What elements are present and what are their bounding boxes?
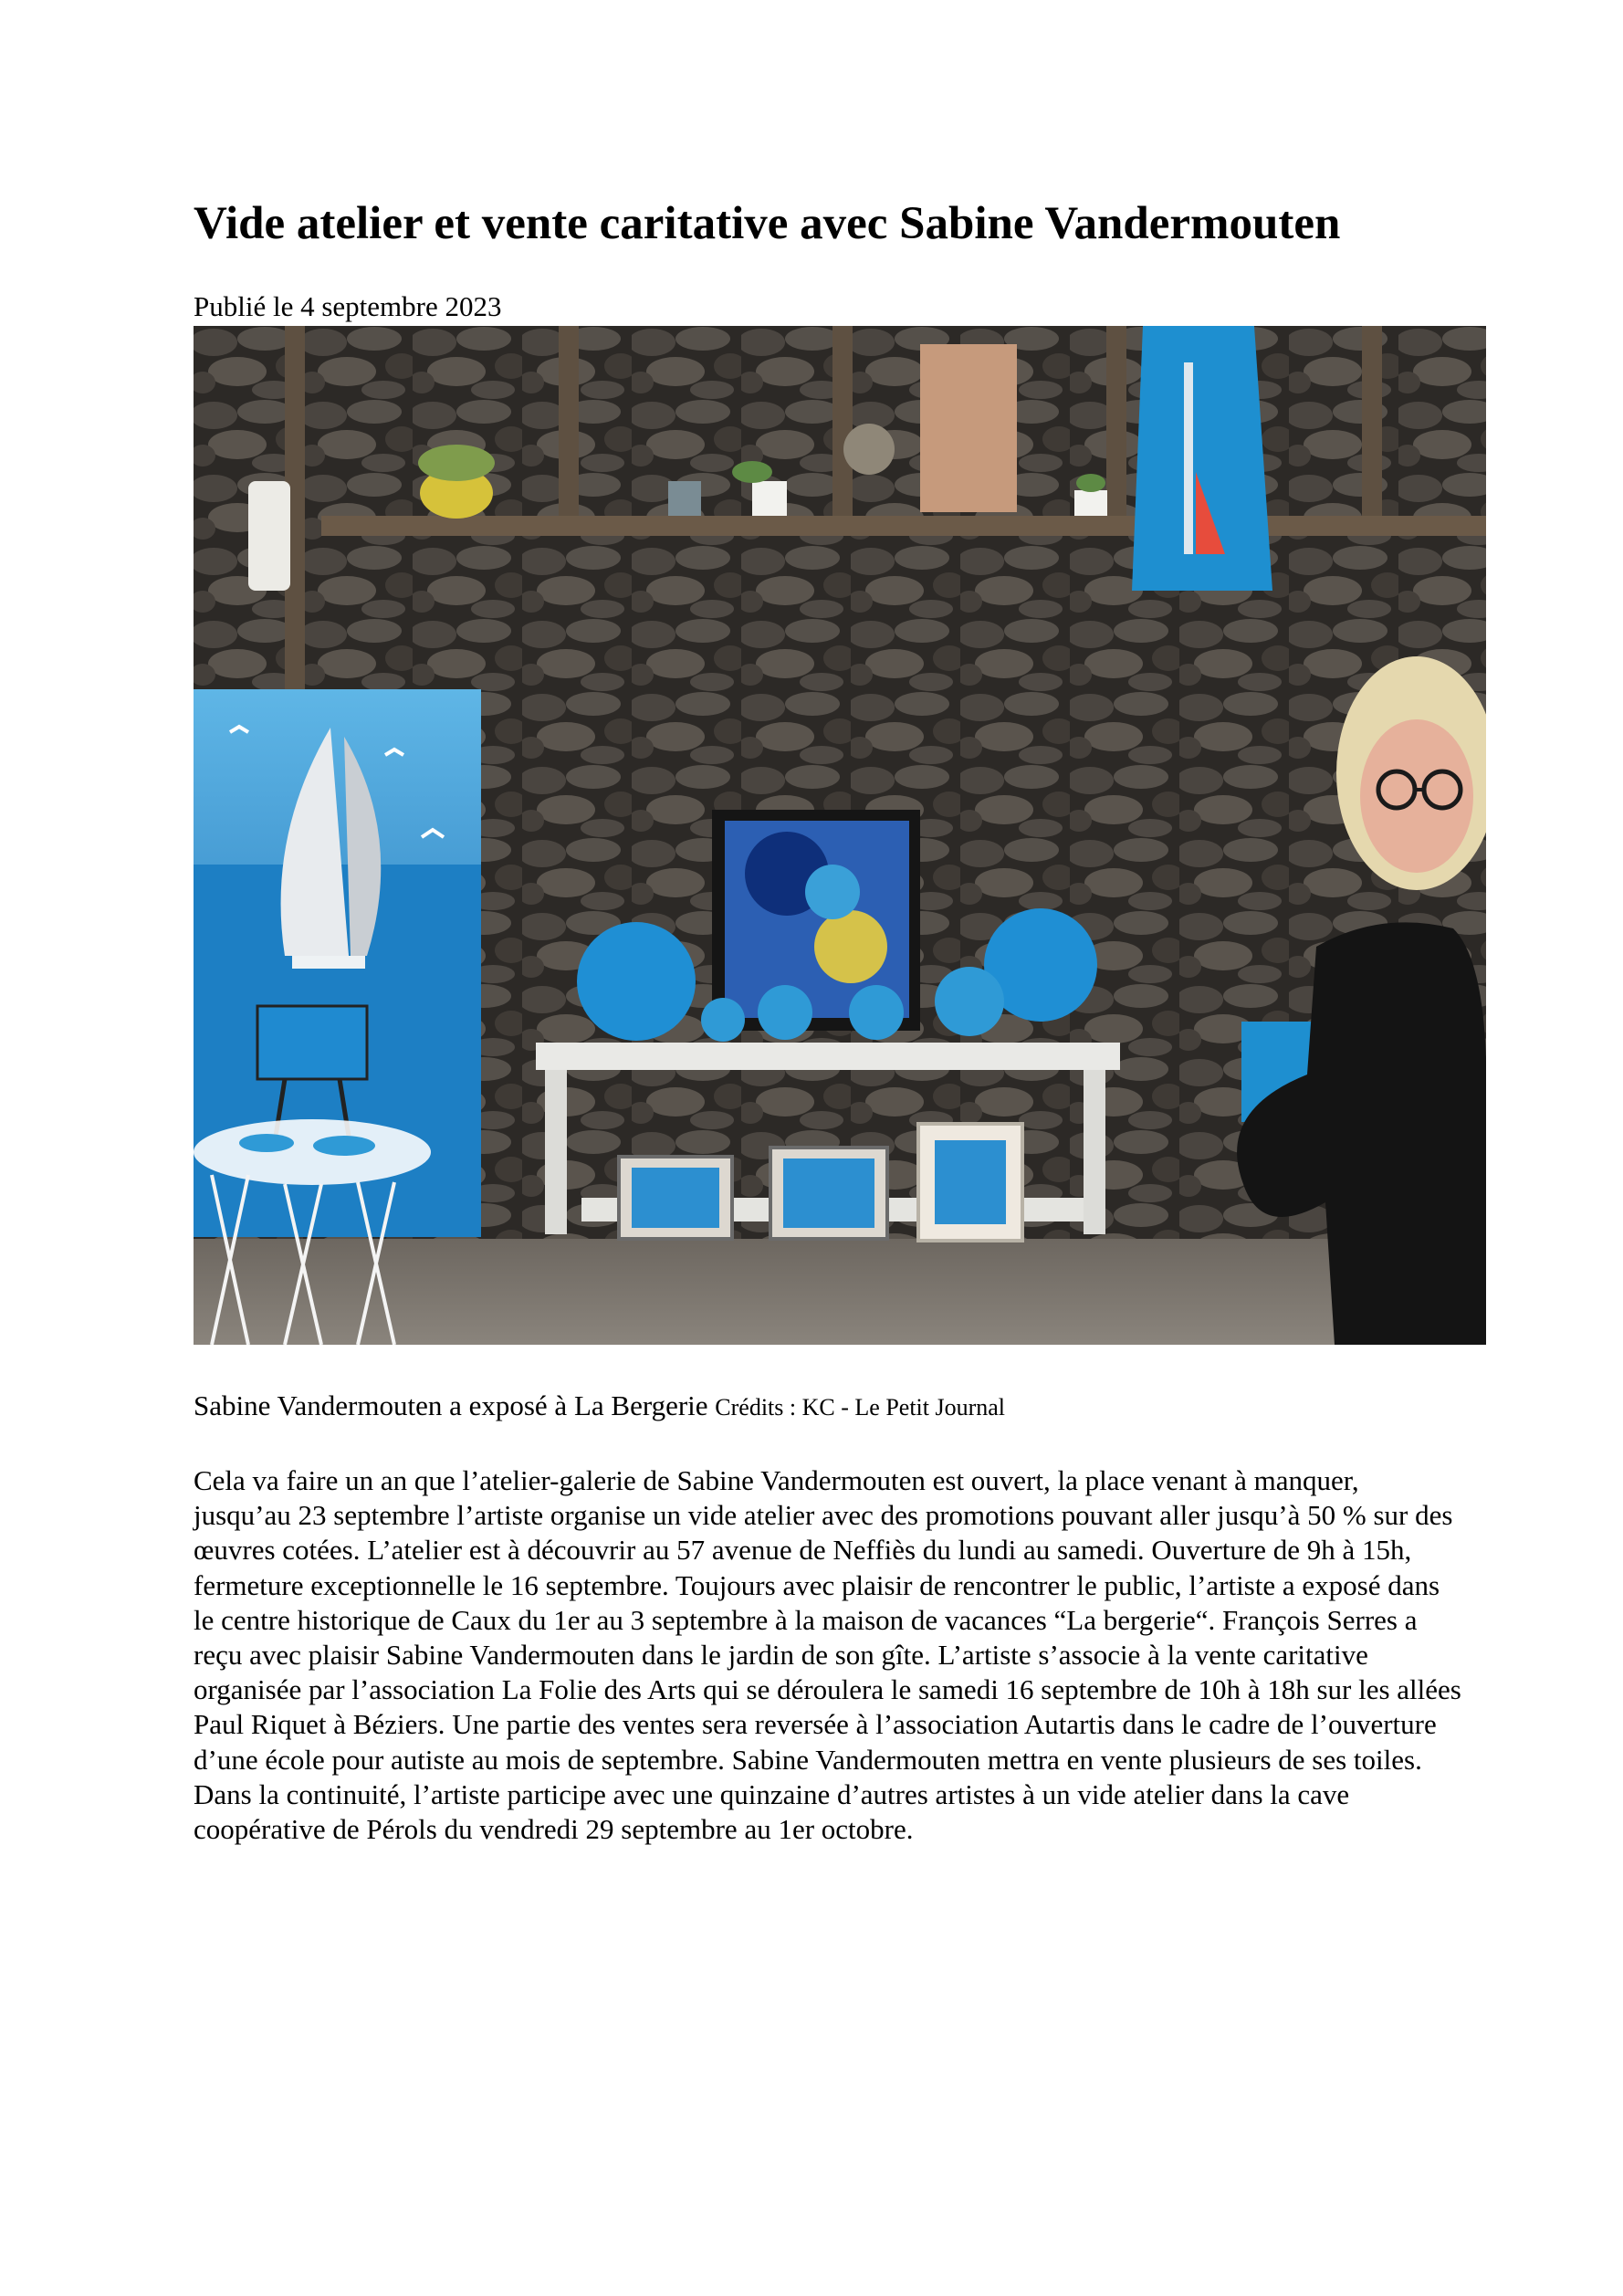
caption-credit: Crédits : KC - Le Petit Journal [715, 1394, 1006, 1421]
article-body: Cela va faire un an que l’atelier-galerie de Sabine Vandermouten est ouvert, la place venant à manquer, jusqu’au 23 septembre l’artiste organise un vide atelier avec des promotions pouvant aller jusqu’à 50 % sur des œuvres cotées. L’atelier est à découvrir au 57 avenue de Neffiès du lundi au samedi. Ouverture de 9h à 15h, fermeture exceptionnelle le 16 septembre. Toujours avec plaisir de rencontrer le public, l’artiste a exposé dans le centre historique de Caux du 1er au 3 septembre à la maison de vacances “La bergerie“. François Serres a reçu avec plaisir Sabine Vandermouten dans le jardin de son gîte. L’artiste s’associe à la vente caritative organisée par l’association La Folie des Arts qui se déroulera le samedi 16 septembre de 10h à 18h sur les allées Paul Riquet à Béziers. Une partie des ventes sera reversée à l’association Autartis dans le cadre de l’ouverture d’une école pour autiste au mois de septembre. Sabine Vandermouten mettra en vente plusieurs de ses toiles. Dans la continuité, l’artiste participe avec une quinzaine d’autres artistes à un vide atelier dans la cave coopérative de Pérols du vendredi 29 septembre au 1er octobre. [194, 1464, 1461, 1846]
article-title: Vide atelier et vente caritative avec Sabine Vandermouten [194, 198, 1341, 249]
publication-date: Publié le 4 septembre 2023 [194, 290, 502, 322]
article-photo [194, 326, 1486, 1345]
article-photo-illustration [194, 326, 1486, 1345]
photo-caption [194, 1389, 1005, 1425]
caption-text: Sabine Vandermouten a exposé à La Bergerie [194, 1389, 708, 1421]
